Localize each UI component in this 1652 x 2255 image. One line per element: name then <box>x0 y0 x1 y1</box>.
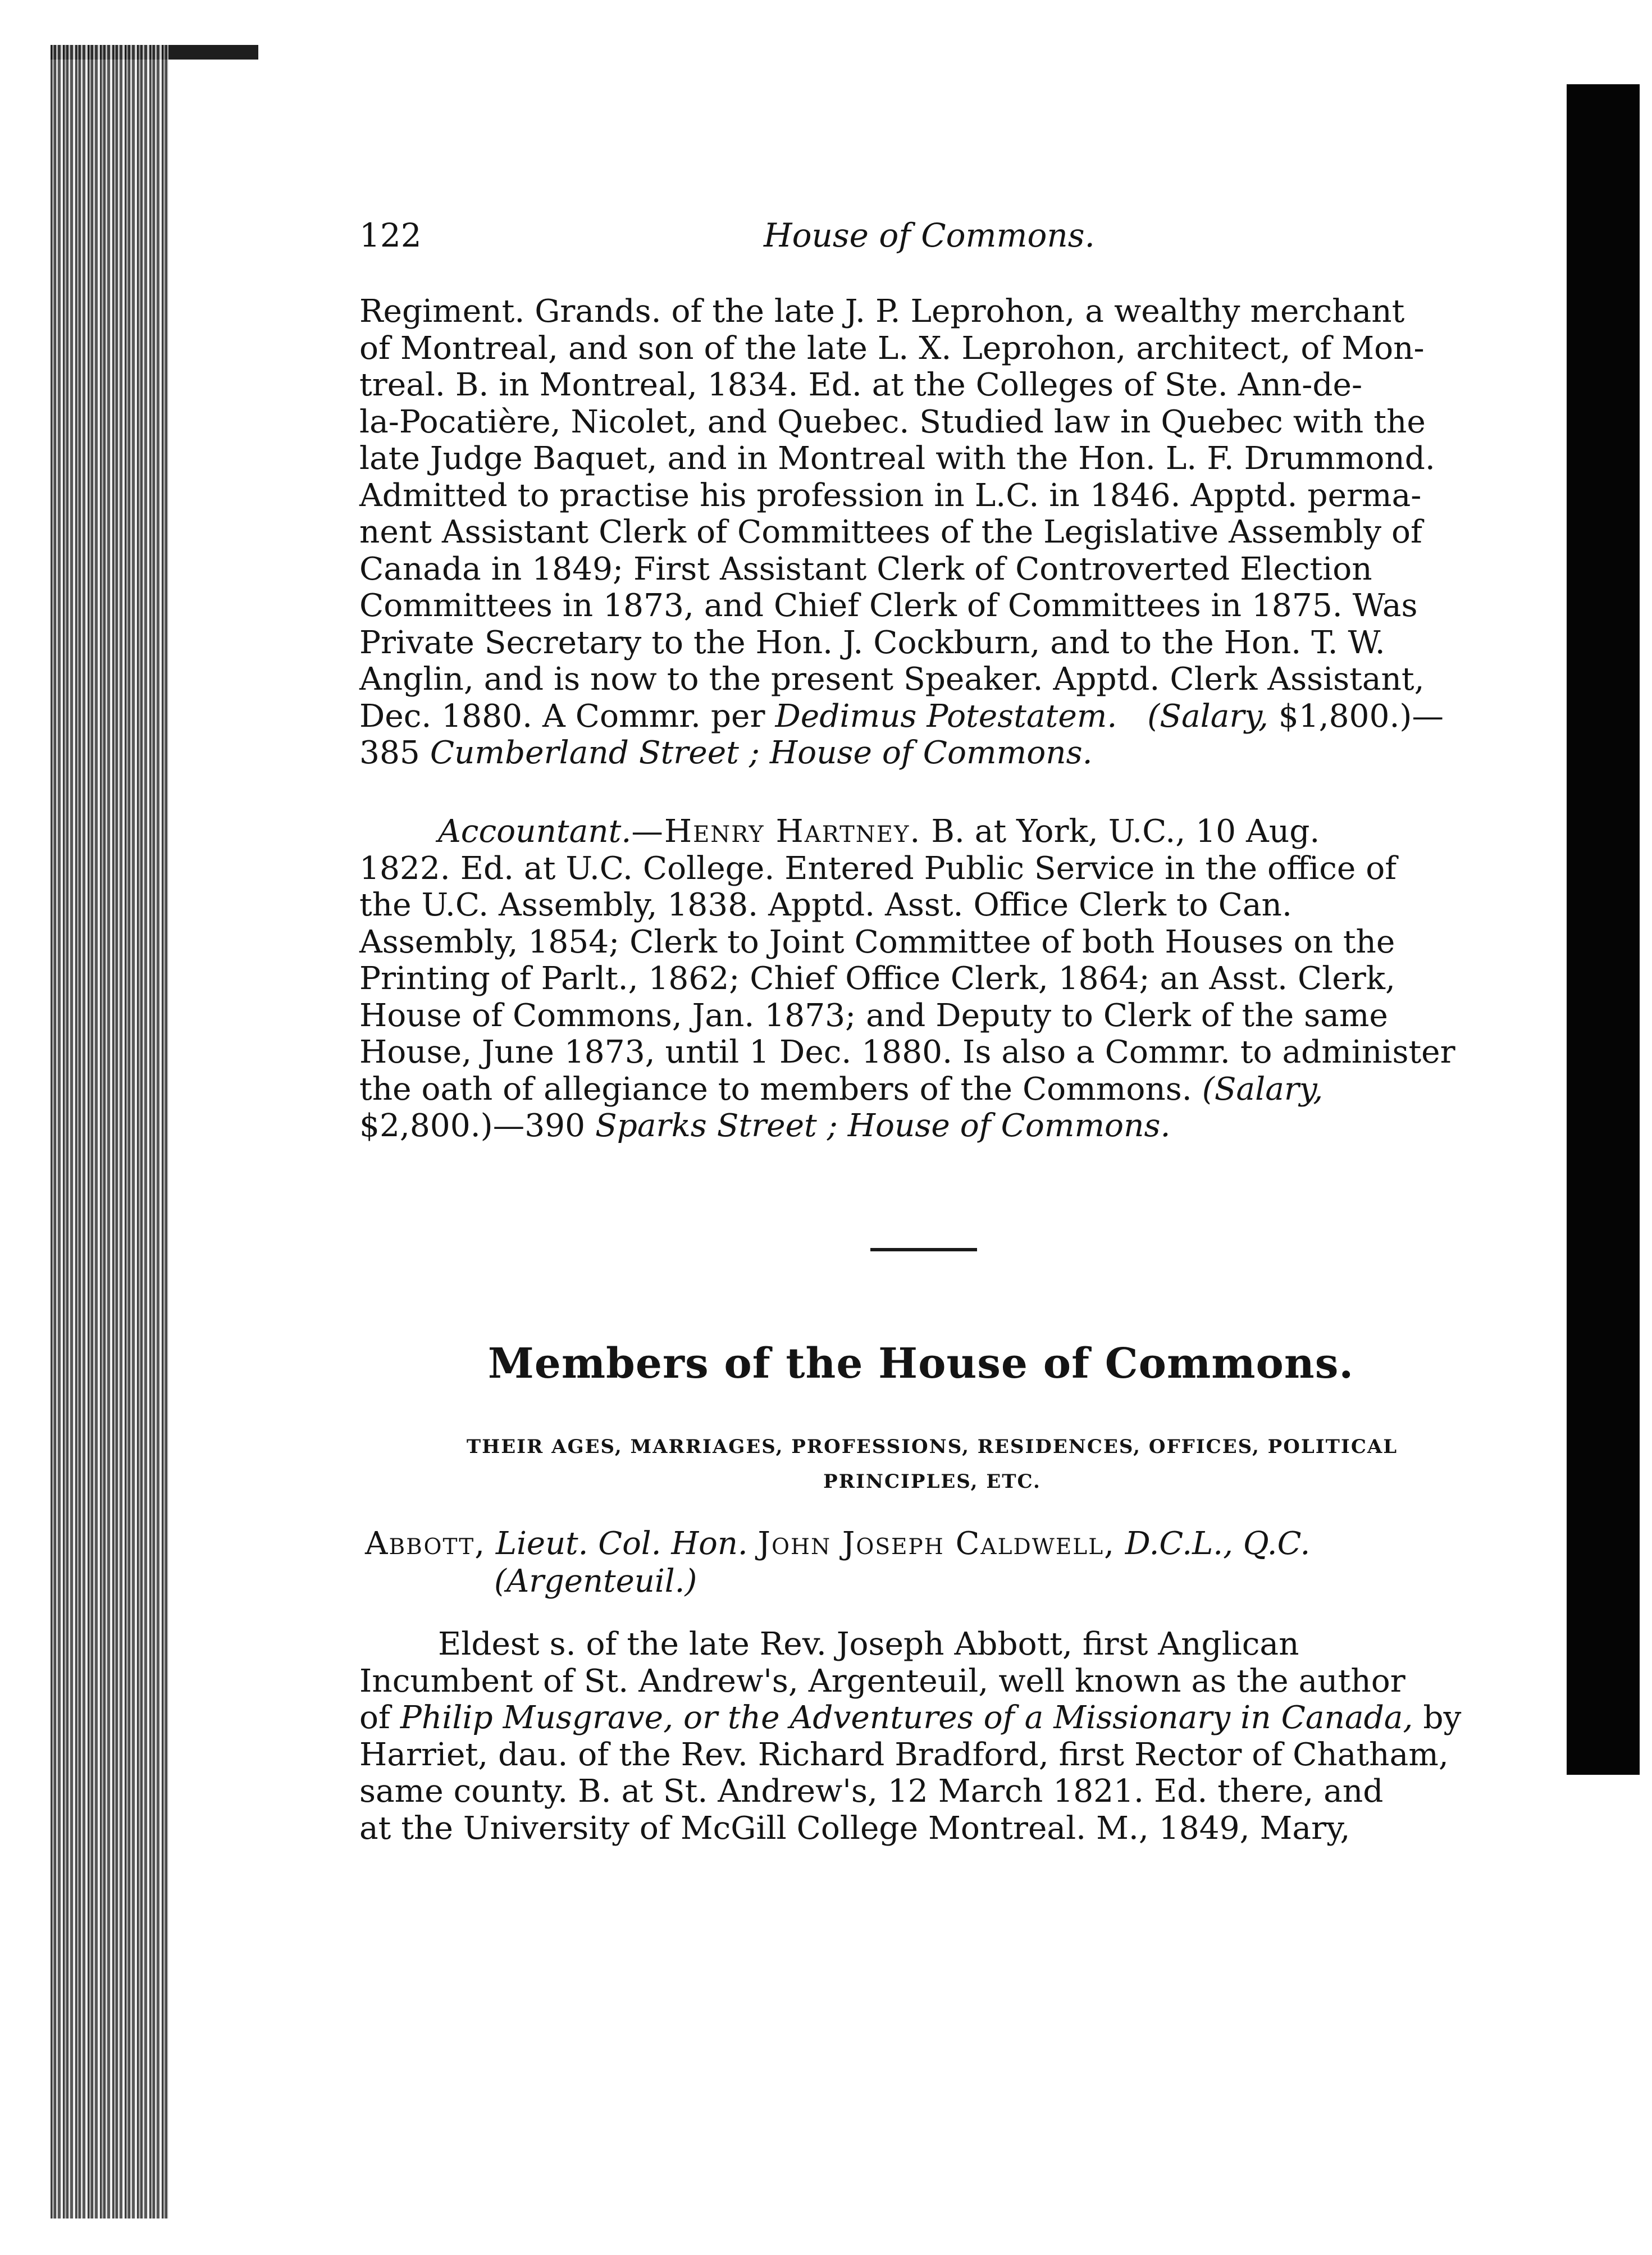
salary-label: (Salary, <box>1147 698 1268 735</box>
section-title: Members of the House of Commons. <box>487 1340 1354 1388</box>
text-line: Harriet, dau. of the Rev. Richard Bradford, first Rector of Chatham, <box>359 1736 1449 1773</box>
member-entry-heading <box>365 1525 1482 1563</box>
salary-amount: $1,800.)— <box>1278 698 1444 735</box>
text-line <box>359 1071 1482 1108</box>
paragraph-hartney <box>359 813 1482 1145</box>
text-line: same county. B. at St. Andrew's, 12 March 1821. Ed. there, and <box>359 1773 1384 1810</box>
text-line <box>359 1700 1482 1737</box>
text-segment: the oath of allegiance to members of the Commons. <box>359 1070 1192 1108</box>
text-segment: of <box>359 1700 400 1736</box>
subtitle-line: PRINCIPLES, ETC. <box>823 1470 1041 1493</box>
scan-right-edge-bar <box>1567 84 1640 1775</box>
address: Cumberland Street ; House of Commons. <box>430 735 1093 771</box>
text-line: Anglin, and is now to the present Speaker. Apptd. Clerk Assistant, <box>359 661 1425 698</box>
address: Sparks Street ; House of Commons. <box>595 1108 1171 1144</box>
text-segment: by <box>1413 1700 1462 1736</box>
text-segment: B. at York, U.C., 10 Aug. <box>921 813 1320 850</box>
text-line: House of Commons, Jan. 1873; and Deputy to Clerk of the same <box>359 997 1388 1034</box>
text-line: of Montreal, and son of the late L. X. Leprohon, architect, of Mon- <box>359 330 1425 367</box>
dedimus-potestatem: Dedimus Potestatem. <box>775 698 1117 735</box>
text-line <box>359 813 1482 850</box>
salary-label: (Salary, <box>1202 1070 1324 1108</box>
text-line <box>359 698 1482 735</box>
scan-binding-edge <box>51 45 168 2218</box>
text-line: 1822. Ed. at U.C. College. Entered Public Service in the office of <box>359 850 1397 887</box>
text-line: la-Pocatière, Nicolet, and Quebec. Studied law in Quebec with the <box>359 403 1426 440</box>
person-name: —Henry Hartney. <box>631 813 921 850</box>
text-line: Canada in 1849; First Assistant Clerk of Controverted Election <box>359 550 1372 587</box>
text-line: treal. B. in Montreal, 1834. Ed. at the Colleges of Ste. Ann-de- <box>359 367 1363 403</box>
running-head <box>359 216 1101 261</box>
text-line: the U.C. Assembly, 1838. Apptd. Asst. Office Clerk to Can. <box>359 887 1292 923</box>
text-segment: 385 <box>359 735 430 771</box>
text-line: Regiment. Grands. of the late J. P. Leprohon, a wealthy merchant <box>359 293 1405 330</box>
text-segment: Dec. 1880. A Commr. per <box>359 698 775 735</box>
member-surname: Abbott, <box>365 1525 486 1562</box>
member-rank: Lieut. Col. Hon. <box>495 1525 748 1562</box>
member-qc: Q.C. <box>1243 1525 1311 1562</box>
text-segment: $2,800.)—390 <box>359 1108 595 1144</box>
running-title: House of Commons. <box>764 216 1095 254</box>
text-line: Committees in 1873, and Chief Clerk of Committees in 1875. Was <box>359 587 1418 624</box>
text-line: Private Secretary to the Hon. J. Cockburn, and to the Hon. T. W. <box>359 624 1385 661</box>
text-line: nent Assistant Clerk of Committees of the Legislative Assembly of <box>359 514 1422 550</box>
subtitle-line: THEIR AGES, MARRIAGES, PROFESSIONS, RESIDENCES, OFFICES, POLITICAL <box>466 1436 1398 1458</box>
text-line: Incumbent of St. Andrew's, Argenteuil, well known as the author <box>359 1662 1405 1700</box>
section-divider <box>870 1248 977 1251</box>
text-line: late Judge Baquet, and in Montreal with the Hon. L. F. Drummond. <box>359 440 1435 477</box>
office-title: Accountant. <box>438 813 632 850</box>
text-line <box>359 735 1482 772</box>
text-line <box>359 1108 1482 1145</box>
paragraph-abbott <box>359 1626 1482 1847</box>
page-number: 122 <box>359 216 422 254</box>
paragraph-leprohon <box>359 293 1482 772</box>
member-degree: D.C.L., <box>1125 1525 1233 1562</box>
text-line: Assembly, 1854; Clerk to Joint Committee of both Houses on the <box>359 923 1395 960</box>
text-line: Admitted to practise his profession in L.C. in 1846. Apptd. perma- <box>359 477 1422 514</box>
member-constituency: (Argenteuil.) <box>494 1563 697 1600</box>
book-title: Philip Musgrave, or the Adventures of a Missionary in Canada, <box>400 1700 1413 1736</box>
section-subtitle <box>382 1429 1482 1499</box>
text-line: at the University of McGill College Montreal. M., 1849, Mary, <box>359 1810 1350 1847</box>
text-line: Printing of Parlt., 1862; Chief Office Clerk, 1864; an Asst. Clerk, <box>359 960 1395 997</box>
member-given-names: John Joseph Caldwell, <box>757 1525 1115 1562</box>
text-line: House, June 1873, until 1 Dec. 1880. Is also a Commr. to administer <box>359 1034 1455 1070</box>
text-line: Eldest s. of the late Rev. Joseph Abbott, first Anglican <box>438 1626 1299 1662</box>
